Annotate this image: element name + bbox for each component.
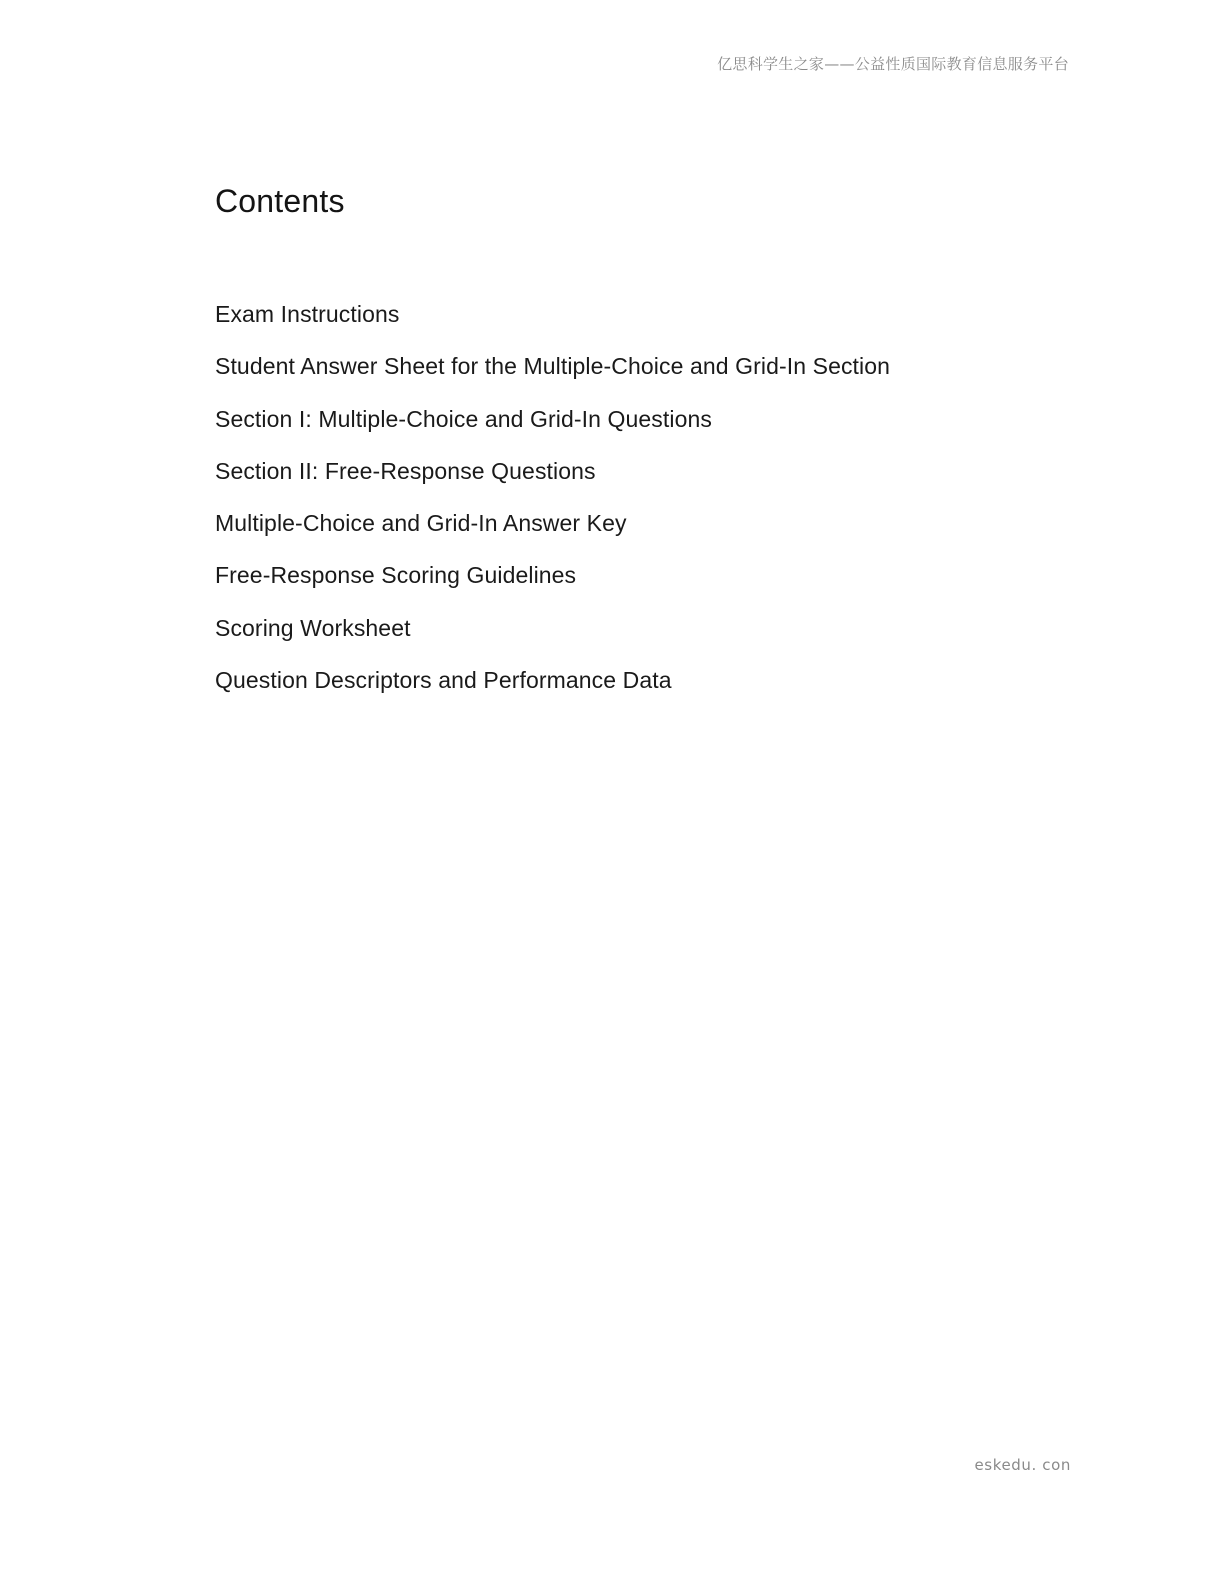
toc-item-scoring-guidelines: Free-Response Scoring Guidelines <box>215 562 577 589</box>
toc-item-question-descriptors: Question Descriptors and Performance Data <box>215 667 672 694</box>
footer-watermark: eskedu. con <box>974 1456 1071 1474</box>
toc-item-scoring-worksheet: Scoring Worksheet <box>215 614 411 641</box>
toc-item-student-answer-sheet: Student Answer Sheet for the Multiple-Choice and Grid-In Section <box>215 353 891 380</box>
toc-item-answer-key: Multiple-Choice and Grid-In Answer Key <box>215 510 627 537</box>
table-of-contents <box>215 288 890 706</box>
toc-item-section-1: Section I: Multiple-Choice and Grid-In Questions <box>215 405 712 432</box>
page-title: Contents <box>215 183 345 219</box>
toc-item-section-2: Section II: Free-Response Questions <box>215 457 596 484</box>
toc-item-exam-instructions: Exam Instructions <box>215 301 400 327</box>
header-watermark: 亿思科学生之家——公益性质国际教育信息服务平台 <box>717 55 1069 73</box>
